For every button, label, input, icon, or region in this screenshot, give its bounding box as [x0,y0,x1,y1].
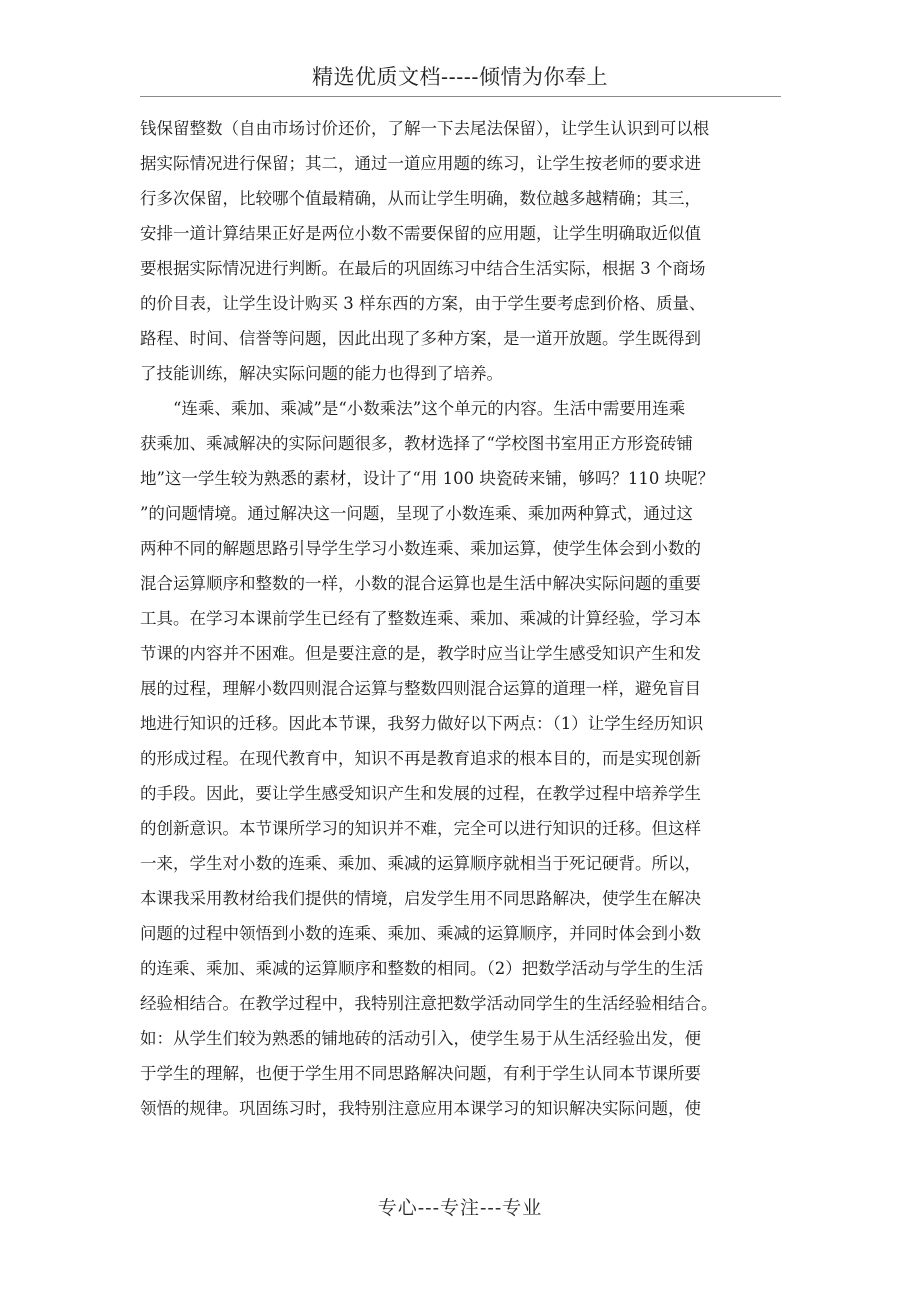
text-line: 的价目表，让学生设计购买 3 样东西的方案，由于学生要考虑到价格、质量、 [140,294,706,313]
page-header: 精选优质文档-----倾情为你奉上 [312,65,608,89]
text-line: 经验相结合。在教学过程中，我特别注意把数学活动同学生的生活经验相结合。 [140,994,718,1013]
text-line: ”的问题情境。通过解决这一问题，呈现了小数连乘、乘加两种算式，通过这 [140,504,693,523]
text-line: 展的过程，理解小数四则混合运算与整数四则混合运算的道理一样，避免盲目 [140,679,701,698]
text-line: 行多次保留，比较哪个值最精确，从而让学生明确，数位越多越精确；其三， [140,189,701,208]
paragraph-1 [140,111,781,391]
text-line: 的形成过程。在现代教育中，知识不再是教育追求的根本目的，而是实现创新 [140,749,701,768]
text-line: 要根据实际情况进行判断。在最后的巩固练习中结合生活实际，根据 3 个商场 [140,259,706,278]
text-line: 了技能训练，解决实际问题的能力也得到了培养。 [140,364,503,383]
text-line: 节课的内容并不困难。但是要注意的是，教学时应当让学生感受知识产生和发 [140,644,701,663]
text-line: 路程、时间、信誉等问题，因此出现了多种方案，是一道开放题。学生既得到 [140,329,701,348]
text-line: 据实际情况进行保留；其二，通过一道应用题的练习，让学生按老师的要求进 [140,154,701,173]
text-line: 两种不同的解题思路引导学生学习小数连乘、乘加运算，使学生体会到小数的 [140,539,701,558]
text-line: 一来，学生对小数的连乘、乘加、乘减的运算顺序就相当于死记硬背。所以， [140,854,701,873]
paragraph-2 [140,391,781,1126]
text-line: 地进行知识的迁移。因此本节课，我努力做好以下两点：（1）让学生经历知识 [140,714,704,733]
text-line: 工具。在学习本课前学生已经有了整数连乘、乘加、乘减的计算经验，学习本 [140,609,701,628]
text-line: 安排一道计算结果正好是两位小数不需要保留的应用题，让学生明确取近似值 [140,224,701,243]
header-divider [140,96,781,97]
text-line: 的手段。因此，要让学生感受知识产生和发展的过程，在教学过程中培养学生 [140,784,701,803]
text-line: 问题的过程中领悟到小数的连乘、乘加、乘减的运算顺序，并同时体会到小数 [140,924,701,943]
text-line: 本课我采用教材给我们提供的情境，启发学生用不同思路解决，使学生在解决 [140,889,701,908]
text-line: 钱保留整数（自由市场讨价还价，了解一下去尾法保留），让学生认识到可以根 [140,119,710,138]
text-line: 于学生的理解，也便于学生用不同思路解决问题，有利于学生认同本节课所要 [140,1064,701,1083]
text-line: 的创新意识。本节课所学习的知识并不难，完全可以进行知识的迁移。但这样 [140,819,701,838]
text-line: 领悟的规律。巩固练习时，我特别注意应用本课学习的知识解决实际问题，使 [140,1099,701,1118]
text-line: “连乘、乘加、乘减”是“小数乘法”这个单元的内容。生活中需要用连乘 [173,399,686,418]
page-footer: 专心---专注---专业 [377,1197,543,1219]
document-body [140,111,781,1126]
text-line: 的连乘、乘加、乘减的运算顺序和整数的相同。（2）把数学活动与学生的生活 [140,959,704,978]
text-line: 获乘加、乘减解决的实际问题很多，教材选择了“学校图书室用正方形瓷砖铺 [140,434,693,453]
text-line: 如：从学生们较为熟悉的铺地砖的活动引入，使学生易于从生活经验出发，便 [140,1029,701,1048]
text-line: 混合运算顺序和整数的一样，小数的混合运算也是生活中解决实际问题的重要 [140,574,701,593]
text-line: 地”这一学生较为熟悉的素材，设计了“用 100 块瓷砖来铺，够吗？110 块呢？ [140,469,715,488]
